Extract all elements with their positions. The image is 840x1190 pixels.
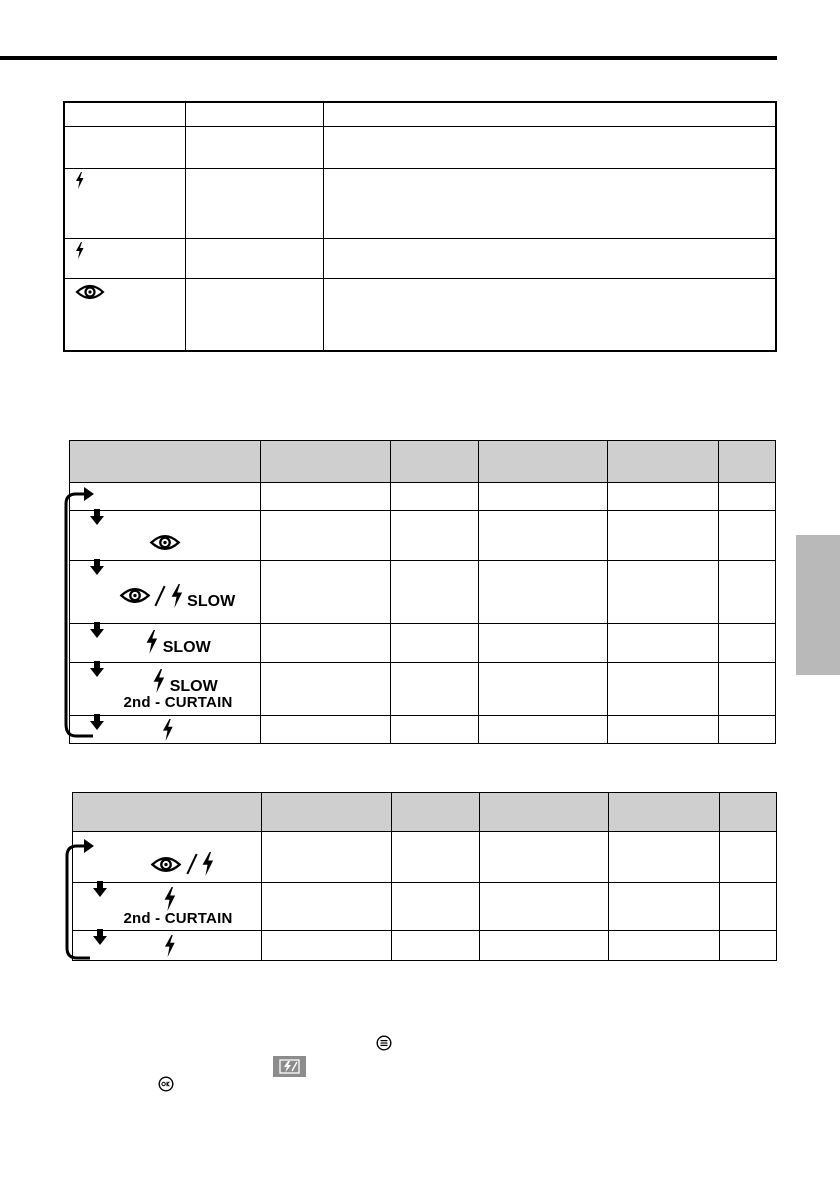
cell (262, 883, 392, 931)
cell (64, 278, 185, 351)
mode-cell (70, 716, 261, 744)
cell (261, 663, 391, 716)
cell (608, 561, 719, 624)
mode-cell (73, 832, 262, 883)
flash-bolt-icon (152, 669, 165, 693)
cell (391, 511, 479, 561)
cell (480, 832, 609, 883)
cell (64, 238, 185, 278)
cell (185, 168, 323, 238)
red-eye-icon (150, 854, 182, 875)
cycle-bracket-2 (60, 836, 100, 962)
cell (391, 561, 479, 624)
header-cell (719, 441, 776, 483)
cell (608, 624, 719, 663)
second-curtain-label: 2nd - CURTAIN (123, 694, 233, 712)
flash-bolt-icon (163, 935, 176, 957)
red-eye-icon (119, 585, 151, 606)
cell (185, 238, 323, 278)
cell (609, 931, 720, 961)
slow-label: SLOW (162, 639, 211, 657)
cell (261, 561, 391, 624)
cell (719, 561, 776, 624)
cell (323, 278, 776, 351)
cell (323, 102, 776, 126)
cell (64, 102, 185, 126)
cell (609, 883, 720, 931)
cell (392, 832, 480, 883)
flash-table-header-row (64, 102, 776, 126)
red-eye-icon (75, 282, 105, 302)
cell (608, 483, 719, 511)
cell (185, 102, 323, 126)
cell (720, 832, 777, 883)
table-row (73, 832, 777, 883)
second-curtain-label: 2nd - CURTAIN (123, 909, 233, 927)
cell (480, 931, 609, 961)
header-cell (479, 441, 608, 483)
table-row (70, 483, 776, 511)
flash-mode-menu-icon (273, 1056, 306, 1077)
header-cell (73, 793, 262, 832)
cell (479, 663, 608, 716)
flash-bolt-icon (161, 719, 174, 741)
mode-cell (73, 883, 262, 931)
flash-table-row (64, 126, 776, 168)
flash-cycle-table-2 (72, 792, 777, 961)
cell (262, 832, 392, 883)
mode-cell (70, 624, 261, 663)
cell (323, 238, 776, 278)
cell (391, 624, 479, 663)
cell (719, 716, 776, 744)
ok-button-icon (158, 1076, 174, 1092)
cell (720, 883, 777, 931)
cell (64, 126, 185, 168)
cycle-bracket-1 (58, 484, 98, 746)
cell (64, 168, 185, 238)
cell (719, 483, 776, 511)
table-row (70, 716, 776, 744)
table-row (70, 511, 776, 561)
mode-cell (70, 511, 261, 561)
cell (720, 931, 777, 961)
table-row (70, 561, 776, 624)
slow-label: SLOW (169, 678, 218, 696)
table-row (70, 624, 776, 663)
top-rule (0, 56, 777, 60)
cell (479, 511, 608, 561)
header-cell (70, 441, 261, 483)
flash-table-row (64, 278, 776, 351)
header-cell (720, 793, 777, 832)
header-cell (392, 793, 480, 832)
cell (608, 716, 719, 744)
flash-table-row (64, 168, 776, 238)
table-row (73, 931, 777, 961)
cell (323, 126, 776, 168)
cell (609, 832, 720, 883)
cell (719, 624, 776, 663)
header-cell (391, 441, 479, 483)
cell (185, 278, 323, 351)
cell (391, 716, 479, 744)
mode-cell (70, 663, 261, 716)
flash-bolt-icon (75, 172, 84, 189)
flash-bolt-icon (75, 242, 84, 259)
cell (323, 168, 776, 238)
cell (608, 511, 719, 561)
mode-cell (73, 931, 262, 961)
red-eye-icon (149, 532, 181, 553)
cell (185, 126, 323, 168)
table-header-row (70, 441, 776, 483)
cell (479, 624, 608, 663)
cell (261, 716, 391, 744)
cell (262, 931, 392, 961)
flash-bolt-icon (163, 887, 176, 911)
mode-cell (70, 561, 261, 624)
menu-button-icon (376, 1035, 392, 1051)
cell (479, 716, 608, 744)
header-cell (262, 793, 392, 832)
cell (608, 663, 719, 716)
chapter-tab (796, 535, 840, 675)
cell (261, 624, 391, 663)
cell (392, 883, 480, 931)
cell (261, 483, 391, 511)
cell (392, 931, 480, 961)
slow-label: SLOW (187, 593, 236, 611)
cell (719, 663, 776, 716)
header-cell (608, 441, 719, 483)
table-row (73, 883, 777, 931)
slash-separator (186, 854, 197, 875)
mode-cell (70, 483, 261, 511)
header-cell (609, 793, 720, 832)
cell (391, 483, 479, 511)
flash-bolt-icon (145, 630, 158, 654)
cell (391, 663, 479, 716)
flash-cycle-table-1 (69, 440, 776, 744)
cell (479, 483, 608, 511)
flash-table-row (64, 238, 776, 278)
header-cell (261, 441, 391, 483)
flash-mode-table (63, 101, 777, 352)
flash-bolt-icon (170, 584, 183, 608)
cell (479, 561, 608, 624)
flash-bolt-icon (201, 852, 214, 876)
table-header-row (73, 793, 777, 832)
cell (480, 883, 609, 931)
cell (719, 511, 776, 561)
cell (261, 511, 391, 561)
table-row (70, 663, 776, 716)
slash-separator (155, 585, 166, 606)
header-cell (480, 793, 609, 832)
